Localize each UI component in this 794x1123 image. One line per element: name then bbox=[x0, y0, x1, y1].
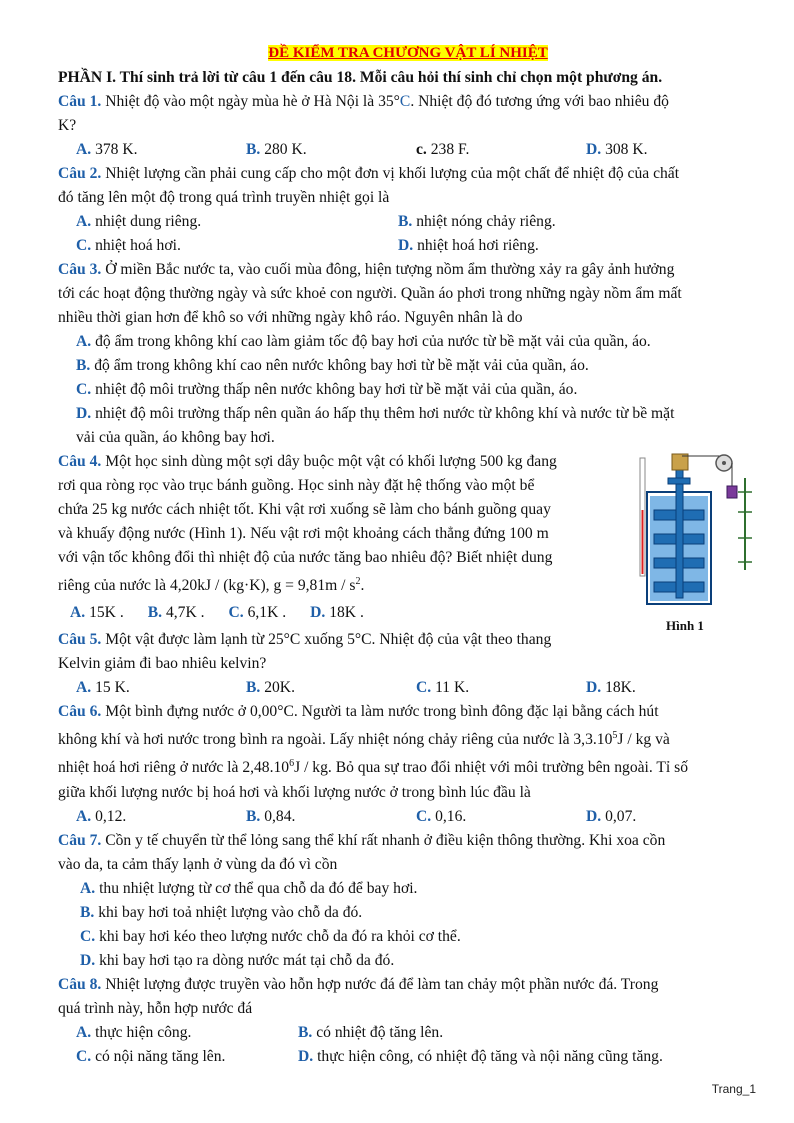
question-1-options bbox=[58, 138, 758, 162]
question-4-line6: riêng của nước là 4,20kJ / (kg·K), $g = 9,81m / s^2$. bbox=[58, 576, 365, 595]
question-1: Câu 1. Nhiệt độ vào một ngày mùa hè ở Hà Nội là 35°C. Nhiệt độ đó tương ứng với bao nhiêu độ bbox=[58, 93, 669, 110]
question-2-line2: đó tăng lên một độ trong quá trình truyền nhiệt gọi là bbox=[58, 189, 390, 206]
option-d[interactable]: D. 18K . bbox=[310, 604, 364, 622]
question-3-label: Câu 3. bbox=[58, 261, 102, 278]
paddle-wheel-apparatus-figure bbox=[638, 450, 768, 640]
question-5-label: Câu 5. bbox=[58, 631, 102, 649]
question-6-options bbox=[58, 805, 758, 829]
question-6-line2: không khí và hơi nước trong bình ra ngoài. Lấy nhiệt nóng chảy riêng của nước là 3,3.10$^5$J / kg và bbox=[58, 730, 670, 749]
question-8-label: Câu 8. bbox=[58, 975, 102, 993]
option-c[interactable]: C. nhiệt hoá hơi. bbox=[76, 237, 181, 254]
option-a[interactable]: A. 15K . bbox=[70, 604, 124, 622]
question-3: Câu 3. Ở miền Bắc nước ta, vào cuối mùa đông, hiện tượng nồm ẩm thường xảy ra gây ảnh hưởng bbox=[58, 261, 675, 278]
option-d-line2: vải của quần, áo không bay hơi. bbox=[76, 429, 275, 446]
option-c[interactable]: C. có nội năng tăng lên. bbox=[76, 1047, 226, 1065]
question-8-line2: quá trình này, hỗn hợp nước đá bbox=[58, 999, 253, 1017]
option-a[interactable]: A. thu nhiệt lượng từ cơ thể qua chỗ da đó để bay hơi. bbox=[80, 879, 418, 897]
option-b[interactable]: B. có nhiệt độ tăng lên. bbox=[298, 1023, 444, 1041]
option-c[interactable]: C. nhiệt độ môi trường thấp nên nước không bay hơi từ bề mặt vải của quần, áo. bbox=[76, 381, 578, 398]
option-a[interactable]: A. 15 K. bbox=[76, 679, 130, 697]
option-b[interactable]: B. khi bay hơi toả nhiệt lượng vào chỗ da đó. bbox=[80, 903, 363, 921]
question-7-label: Câu 7. bbox=[58, 831, 102, 849]
option-c[interactable]: C. 11 K. bbox=[416, 679, 470, 697]
question-2-options-row1 bbox=[58, 210, 758, 234]
option-a[interactable]: A. độ ẩm trong không khí cao làm giảm tốc độ bay hơi của nước từ bề mặt vải của quần, áo. bbox=[76, 333, 651, 350]
question-7-line2: vào da, ta cảm thấy lạnh ở vùng da đó vì cồn bbox=[58, 855, 338, 873]
question-4-options bbox=[58, 598, 632, 628]
question-5-options bbox=[58, 676, 758, 700]
question-5: Câu 5. Một vật được làm lạnh từ 25°C xuống 5°C. Nhiệt độ của vật theo thang bbox=[58, 631, 552, 649]
question-4: Câu 4. Một học sinh dùng một sợi dây buộc một vật có khối lượng 500 kg đang bbox=[58, 453, 557, 470]
option-a[interactable]: A. thực hiện công. bbox=[76, 1023, 192, 1041]
option-b[interactable]: B. 280 K. bbox=[246, 141, 307, 158]
option-d[interactable]: D. thực hiện công, có nhiệt độ tăng và nội năng cũng tăng. bbox=[298, 1047, 663, 1065]
question-4-line2: rơi qua ròng rọc vào trục bánh guồng. Học sinh này đặt hệ thống vào một bể bbox=[58, 477, 535, 494]
option-b[interactable]: B. nhiệt nóng chảy riêng. bbox=[398, 213, 556, 230]
option-b[interactable]: B. độ ẩm trong không khí cao nên nước không bay hơi từ bề mặt vải của quần, áo. bbox=[76, 357, 589, 374]
option-d[interactable]: D. nhiệt hoá hơi riêng. bbox=[398, 237, 539, 254]
question-3-line2: tới các hoạt động thường ngày và sức khoẻ con người. Quần áo phơi trong những ngày nồm ẩm mất bbox=[58, 285, 682, 302]
option-c[interactable]: C. 6,1K . bbox=[228, 604, 287, 622]
option-b[interactable]: B. 0,84. bbox=[246, 807, 296, 825]
option-d[interactable]: D. 18K. bbox=[586, 679, 636, 697]
question-1-line2: K? bbox=[58, 117, 77, 134]
page-number: Trang_1 bbox=[711, 1082, 756, 1096]
question-2-options-row2 bbox=[58, 234, 758, 258]
option-c[interactable]: C. khi bay hơi kéo theo lượng nước chỗ da đó ra khỏi cơ thể. bbox=[80, 927, 461, 945]
question-4-line4: và khuấy động nước (Hình 1). Nếu vật rơi một khoảng cách thẳng đứng 100 m bbox=[58, 525, 549, 542]
part1-instructions: PHẦN I. Thí sinh trả lời từ câu 1 đến câu 18. Mỗi câu hỏi thí sinh chỉ chọn một phương án. bbox=[58, 69, 663, 86]
option-d[interactable]: D. nhiệt độ môi trường thấp nên quần áo hấp thụ thêm hơi nước từ không khí và nước từ bề mặt bbox=[76, 405, 675, 422]
question-4-line3: chứa 25 kg nước cách nhiệt tốt. Khi vật rơi xuống sẽ làm cho bánh guồng quay bbox=[58, 501, 551, 518]
question-6-line4: giữa khối lượng nước bị hoá hơi và khối lượng nước ở trong bình lúc đầu là bbox=[58, 783, 531, 801]
question-4-line5: với vận tốc không đổi thì nhiệt độ của nước tăng bao nhiêu độ? Biết nhiệt dung bbox=[58, 549, 553, 566]
option-c[interactable]: c. 238 F. bbox=[416, 141, 470, 158]
question-6-label: Câu 6. bbox=[58, 703, 102, 721]
option-d[interactable]: D. khi bay hơi tạo ra dòng nước mát tại chỗ da đó. bbox=[80, 951, 395, 969]
option-c[interactable]: C. 0,16. bbox=[416, 807, 467, 825]
question-8: Câu 8. Nhiệt lượng được truyền vào hỗn hợp nước đá để làm tan chảy một phần nước đá. Trong bbox=[58, 975, 659, 993]
option-b[interactable]: B. 4,7K . bbox=[147, 604, 205, 622]
option-a[interactable]: A. 0,12. bbox=[76, 807, 127, 825]
question-6-line3: nhiệt hoá hơi riêng ở nước là 2,48.10$^6$J / kg. Bỏ qua sự trao đổi nhiệt với môi trường bên ngoài. Tỉ số bbox=[58, 758, 689, 777]
question-4-label: Câu 4. bbox=[58, 453, 102, 470]
question-1-label: Câu 1. bbox=[58, 93, 102, 110]
question-8-options-row1 bbox=[58, 1021, 758, 1045]
option-d[interactable]: D. 0,07. bbox=[586, 807, 637, 825]
question-2: Câu 2. Nhiệt lượng cần phải cung cấp cho một đơn vị khối lượng của một chất để nhiệt độ của chất bbox=[58, 165, 680, 182]
option-a[interactable]: A. nhiệt dung riêng. bbox=[76, 213, 202, 230]
figure-caption: Hình 1 bbox=[666, 618, 704, 633]
question-4-block bbox=[58, 450, 758, 633]
option-b[interactable]: B. 20K. bbox=[246, 679, 295, 697]
question-7: Câu 7. Cồn y tế chuyển từ thể lỏng sang thể khí rất nhanh ở điều kiện thông thường. Khi xoa cồn bbox=[58, 831, 666, 849]
question-3-line3: nhiều thời gian hơn để khô so với những ngày khô ráo. Nguyên nhân là do bbox=[58, 309, 523, 326]
exam-page bbox=[58, 44, 758, 1069]
question-6: Câu 6. Một bình đựng nước ở 0,00°C. Người ta làm nước trong bình đông đặc lại bằng cách hút bbox=[58, 703, 659, 721]
option-a[interactable]: A. 378 K. bbox=[76, 141, 138, 158]
exam-title: ĐỀ KIỂM TRA CHƯƠNG VẬT LÍ NHIỆT bbox=[268, 45, 548, 61]
question-8-options-row2 bbox=[58, 1045, 758, 1069]
option-d[interactable]: D. 308 K. bbox=[586, 141, 648, 158]
question-2-label: Câu 2. bbox=[58, 165, 102, 182]
question-5-line2: Kelvin giảm đi bao nhiêu kelvin? bbox=[58, 655, 267, 673]
